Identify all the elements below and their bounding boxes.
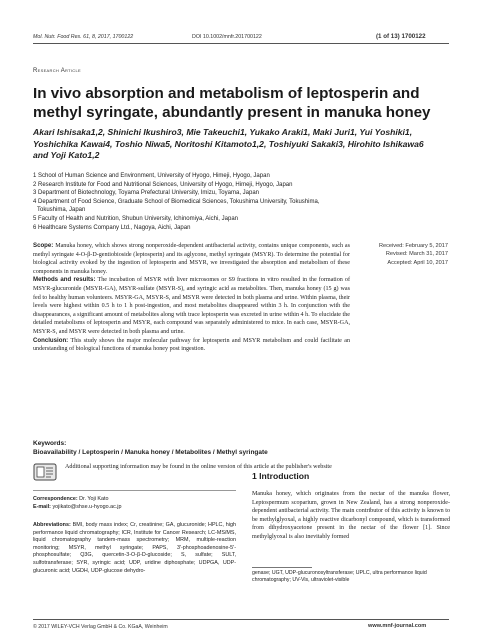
affiliation-list	[33, 172, 453, 232]
conclusion-text: This study shows the major molecular pathway for leptosperin and MSYR metabolism and could facilitate an understanding of biological functions of manuka honey post ingestion.	[33, 337, 350, 353]
affiliation-item: 6 Healthcare Systems Company Ltd., Nagoya, Aichi, Japan	[33, 224, 191, 231]
footer-rule	[33, 619, 449, 620]
accepted-date: Accepted: April 10, 2017	[387, 259, 448, 266]
email-label: E-mail:	[33, 503, 51, 510]
affiliation-item: 3 Department of Biotechnology, Toyama Prefectural University, Imizu, Toyama, Japan	[33, 190, 259, 197]
article-title: In vivo absorption and metabolism of leptosperin and methyl syringate, abundantly present in manuka honey	[33, 85, 431, 121]
keywords-label: Keywords:	[33, 440, 67, 447]
article-type: Research Article	[33, 68, 81, 74]
author-line: Akari Ishisaka1,2, Shinichi Ikushiro3, Mie Takeuchi1, Yukako Araki1, Maki Juri1, Yui Yoshiki1,	[33, 127, 413, 137]
correspondence-email[interactable]: yojikato@shse.u-hyogo.ac.jp	[52, 503, 122, 510]
correspondence	[33, 496, 236, 511]
abbreviations	[33, 522, 236, 575]
abstract	[33, 242, 350, 354]
affiliation-item: 5 Faculty of Health and Nutrition, Shubun University, Ichinomiya, Aichi, Japan	[33, 215, 238, 222]
correspondence-label: Correspondence:	[33, 496, 78, 502]
affiliation-item: 2 Research Institute for Food and Nutritional Sciences, University of Hyogo, Himeji, Hyogo, Japan	[33, 181, 293, 188]
methods-text: The incubation of MSYR with liver microsomes or S9 fractions in vitro resulted in the formation of MSYR-glucuronide (MSYR-GA), MSYR-sulfate (MSYR-S), and syringic acid as metabolites. Then, manuka honey (15 g) was fed to healthy human volunteers. MSYR-GA, MSYR-S, and MSYR were detected in both plasma and urine. Within plasma, their levels were highest within 0.5 h to 1 h post-ingestion, and most metabolites disappeared within 3 h. In conjunction with the disappearances, a significant amount of metabolites along with trace leptosperin was excreted in urine within 4 h. To elucidate the detailed metabolisms of leptosperin and MSYR, each compound was separately administered to mice. In each case, MSYR-GA, MSYR-S, and MSYR were detected in both plasma and urine.	[33, 277, 350, 335]
page-count: (1 of 13) 1700122	[376, 33, 426, 40]
doi-text[interactable]: DOI 10.1002/mnfr.201700122	[192, 34, 262, 40]
copyright: © 2017 WILEY-VCH Verlag GmbH & Co. KGaA, Weinheim	[33, 624, 168, 630]
footnote-rule	[252, 567, 312, 568]
journal-website[interactable]: www.mnf-journal.com	[368, 623, 427, 629]
author-list	[33, 127, 453, 162]
article-dates	[358, 242, 448, 267]
introduction-heading: 1 Introduction	[252, 471, 310, 481]
abbreviations-text: BMI, body mass index; Cr, creatinine; GA, glucuronide; HPLC, high performance liquid chromatography; ICR, Institute for Cancer Research; LC-MS/MS, liquid chromatography tandem-mass spectrometry; MRM, multiple-reaction monitoring; MSYR, methyl syringate; PAPS, 3'-phosphoadenosine-5'-phosphosulfate; Q3G, quercetin-3-O-β-D-glucoside; S, sulfate; SULT, sulfotransferase; SYR, syringic acid; UDP, uridine diphosphate; UDPGA, UDP-glucuronic acid; UGDH, UDP-glucose dehydro-	[33, 522, 236, 574]
abbreviations-label: Abbreviations:	[33, 522, 71, 528]
header-rule	[33, 43, 449, 44]
conclusion-label: Conclusion:	[33, 336, 69, 344]
received-date: Received: February 5, 2017	[378, 243, 448, 249]
journal-citation: Mol. Nutr. Food Res. 61, 8, 2017, 1700122	[33, 34, 134, 40]
scope-label: Scope:	[33, 242, 54, 249]
affiliation-item: 4 Department of Food Science, Graduate School of Biomedical Sciences, Tokushima University, Tokushima,	[33, 198, 320, 205]
correspondence-rule	[33, 490, 236, 491]
correspondence-name: Dr. Yoji Kato	[79, 496, 109, 502]
revised-date: Revised: March 31, 2017	[385, 251, 448, 258]
supporting-info-text: Additional supporting information may be found in the online version of this article at the publisher's website	[65, 464, 332, 470]
info-document-icon	[33, 463, 57, 481]
footnote-text: genase; UGT, UDP-glucuronosyltransferase; UPLC, ultra performance liquid chromatography; UV-Vis, ultraviolet-visible	[252, 570, 427, 584]
introduction-body: Manuka honey, which originates from the nectar of the manuka flower, Leptospermum scoparium, grown in New Zealand, has a strong nonperoxide-dependent antibacterial activity. The main contributor of this activity is known to be methylglyoxal, a highly reactive dicarbonyl compound, which is transformed from dihydroxyacetone present in the nectar of the flower [1]. Since methylglyoxal is also inevitably formed	[252, 491, 450, 540]
keywords-list: Bioavailability / Leptosperin / Manuka honey / Metabolites / Methyl syringate	[33, 449, 268, 456]
author-line: Yoshichika Kawai4, Toshio Niwa5, Noritoshi Kitamoto1,2, Toshiyuki Sakaki3, Hirohito Ishikawa6	[33, 138, 424, 149]
scope-text: Manuka honey, which shows strong nonperoxide-dependent antibacterial activity, contains unique components, such as methyl syringate 4-O-β-D-gentiobioside (leptosperin) and its aglycone, methyl syringate (MSYR). To determine the potential for biological activity evoked by the ingestion of leptosperin and MSYR, we investigated the absorption and metabolism of these components in manuka honey.	[33, 243, 350, 275]
affiliation-item: 1 School of Human Science and Environment, University of Hyogo, Himeji, Hyogo, Japan	[33, 173, 270, 179]
author-line: and Yoji Kato1,2	[33, 150, 100, 160]
affiliation-item: Tokushima, Japan	[37, 207, 86, 214]
methods-label: Methods and results:	[33, 276, 96, 284]
